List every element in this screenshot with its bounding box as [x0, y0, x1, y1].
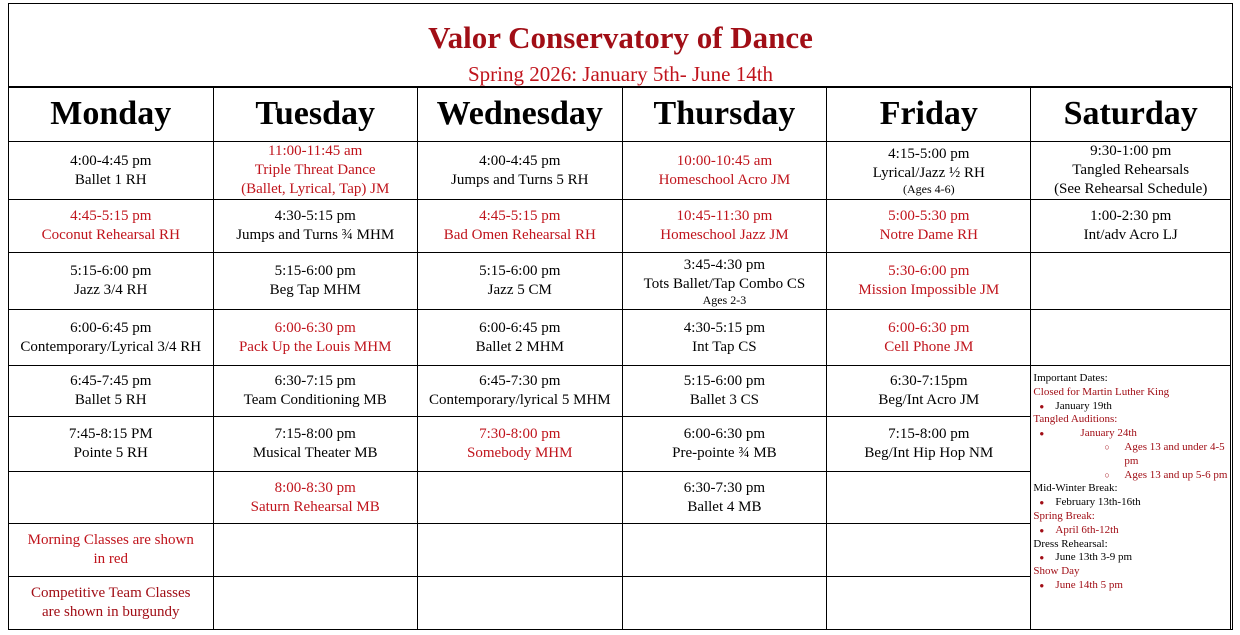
- class-detail: (Ballet, Lyrical, Tap) JM: [241, 181, 390, 197]
- class-time: 6:30-7:15pm: [890, 373, 968, 389]
- empty-cell: [213, 524, 417, 577]
- class-time: 6:45-7:45 pm: [70, 373, 152, 389]
- day-friday: Friday: [827, 87, 1031, 142]
- date-item: ● January 19th: [1033, 400, 1228, 414]
- class-cell: [1031, 142, 1231, 200]
- class-name: Beg Tap MHM: [269, 282, 361, 298]
- dates-heading: Important Dates:: [1033, 372, 1108, 384]
- empty-cell: [213, 577, 417, 630]
- class-cell: [827, 417, 1031, 472]
- class-time: 1:00-2:30 pm: [1090, 208, 1172, 224]
- class-cell: [622, 253, 827, 310]
- class-time: 6:45-7:30 pm: [479, 373, 561, 389]
- class-name: Saturn Rehearsal MB: [250, 498, 380, 515]
- legend-competitive: Competitive Team Classes are shown in burgundy: [9, 577, 214, 630]
- date-label: Tangled Auditions:: [1033, 413, 1118, 426]
- class-time: 7:15-8:00 pm: [274, 426, 356, 442]
- class-time: 4:15-5:00 pm: [888, 146, 970, 162]
- class-name: Notre Dame RH: [879, 227, 978, 243]
- class-time: 6:00-6:30 pm: [274, 319, 356, 336]
- class-time: 5:15-6:00 pm: [683, 373, 766, 389]
- class-time: 8:00-8:30 pm: [274, 479, 356, 496]
- class-time: 7:15-8:00 pm: [888, 426, 970, 442]
- date-item: ● February 13th-16th: [1033, 496, 1228, 510]
- class-time: 6:00-6:30 pm: [683, 426, 766, 442]
- day-thursday: Thursday: [622, 87, 827, 142]
- date-label: Spring Break:: [1033, 509, 1095, 522]
- table-row: [9, 142, 1231, 200]
- class-cell: [622, 366, 827, 417]
- class-time: 10:00-10:45 am: [676, 152, 773, 169]
- class-name: Jumps and Turns 5 RH: [450, 171, 589, 188]
- class-name: Beg/Int Acro JM: [878, 392, 980, 408]
- empty-cell: [622, 577, 827, 630]
- class-time: 5:00-5:30 pm: [888, 208, 970, 224]
- class-name: Pre-pointe ¾ MB: [672, 445, 777, 461]
- class-name: Jumps and Turns ¾ MHM: [236, 227, 395, 243]
- class-name: Homeschool Acro JM: [658, 171, 791, 188]
- class-name: Pack Up the Louis MHM: [238, 338, 392, 355]
- class-cell: [417, 366, 622, 417]
- empty-cell: [417, 577, 622, 630]
- class-cell: [417, 417, 622, 472]
- date-label: Dress Rehearsal:: [1033, 537, 1108, 550]
- class-cell: [417, 200, 622, 253]
- empty-cell: [622, 524, 827, 577]
- date-subitem: ○ Ages 13 and up 5-6 pm: [1033, 469, 1228, 483]
- date-label: Show Day: [1033, 565, 1080, 578]
- class-cell: [213, 200, 417, 253]
- class-cell: [622, 472, 827, 524]
- class-name: Homeschool Jazz JM: [660, 227, 789, 243]
- class-time: 6:00-6:30 pm: [888, 319, 970, 336]
- class-cell: [213, 310, 417, 366]
- class-cell: [213, 366, 417, 417]
- class-time: 4:00-4:45 pm: [70, 152, 152, 169]
- legend-morning: Morning Classes are shown in red: [9, 524, 214, 577]
- date-item: [1033, 427, 1228, 441]
- class-cell: [622, 417, 827, 472]
- class-name: Ballet 1 RH: [74, 171, 147, 188]
- class-name: Musical Theater MB: [252, 445, 378, 461]
- class-name: Somebody MHM: [467, 445, 573, 461]
- empty-cell: [9, 472, 214, 524]
- day-saturday: Saturday: [1031, 87, 1231, 142]
- class-name: Jazz 3/4 RH: [74, 282, 148, 298]
- term-dates: Spring 2026: January 5th- June 14th: [467, 62, 774, 86]
- class-cell: [827, 310, 1031, 366]
- class-name: Team Conditioning MB: [243, 392, 387, 408]
- empty-cell: [827, 577, 1031, 630]
- class-time: 6:00-6:45 pm: [479, 319, 561, 336]
- class-time: 4:30-5:15 pm: [274, 208, 356, 224]
- schedule-table: [8, 86, 1231, 630]
- class-cell: [9, 417, 214, 472]
- class-cell: [417, 142, 622, 200]
- date-item: ● June 13th 3-9 pm: [1033, 551, 1228, 565]
- class-time: 11:00-11:45 am: [268, 143, 363, 159]
- day-wednesday: Wednesday: [417, 87, 622, 142]
- class-name: Contemporary/lyrical 5 MHM: [428, 392, 611, 408]
- class-name: Ballet 4 MB: [687, 498, 762, 515]
- date-item: ● April 6th-12th: [1033, 524, 1228, 538]
- class-time: 6:30-7:30 pm: [683, 479, 766, 496]
- empty-cell: [417, 524, 622, 577]
- empty-cell: [827, 524, 1031, 577]
- empty-cell: [827, 472, 1031, 524]
- class-name: Bad Omen Rehearsal RH: [443, 227, 596, 243]
- class-cell: [9, 200, 214, 253]
- class-cell: [213, 253, 417, 310]
- class-time: 6:00-6:45 pm: [70, 319, 152, 336]
- class-name: Coconut Rehearsal RH: [41, 227, 180, 243]
- class-cell: [9, 142, 214, 200]
- class-name: Int Tap CS: [692, 338, 757, 355]
- class-name: Mission Impossible JM: [858, 282, 1000, 298]
- class-cell: [213, 142, 417, 200]
- date-item-text: January 24th: [1080, 427, 1137, 440]
- class-cell: [827, 366, 1031, 417]
- class-cell: [827, 253, 1031, 310]
- class-cell: [9, 366, 214, 417]
- class-name: Tots Ballet/Tap Combo CS: [643, 275, 806, 292]
- day-monday: Monday: [9, 87, 214, 142]
- class-cell: [213, 472, 417, 524]
- class-cell: [622, 310, 827, 366]
- class-name: Ballet 3 CS: [689, 392, 759, 408]
- class-cell: [9, 253, 214, 310]
- class-detail: (See Rehearsal Schedule): [1054, 181, 1208, 197]
- day-header-row: [9, 87, 1231, 142]
- important-dates: [1031, 366, 1231, 630]
- class-cell: [622, 200, 827, 253]
- class-time: 4:45-5:15 pm: [479, 208, 561, 224]
- class-cell: [622, 142, 827, 200]
- class-name: Lyrical/Jazz ½ RH: [872, 165, 985, 181]
- page-title: Valor Conservatory of Dance: [428, 20, 813, 55]
- class-time: 5:30-6:00 pm: [888, 263, 970, 279]
- date-label: Closed for Martin Luther King: [1033, 385, 1170, 398]
- date-subitem: ○ Ages 13 and under 4-5 pm: [1033, 441, 1228, 469]
- class-name: Triple Threat Dance: [254, 162, 376, 178]
- class-detail: (Ages 4-6): [902, 182, 955, 196]
- class-cell: [417, 310, 622, 366]
- date-item: ● June 14th 5 pm: [1033, 579, 1228, 593]
- class-cell: [1031, 200, 1231, 253]
- class-cell: [213, 417, 417, 472]
- class-time: 7:45-8:15 PM: [68, 426, 153, 442]
- class-time: 4:45-5:15 pm: [70, 208, 152, 224]
- class-cell: [417, 253, 622, 310]
- empty-cell: [417, 472, 622, 524]
- class-detail: Ages 2-3: [702, 292, 747, 307]
- class-name: Pointe 5 RH: [73, 445, 148, 461]
- table-row: [9, 253, 1231, 310]
- class-time: 5:15-6:00 pm: [479, 263, 561, 279]
- class-name: Jazz 5 CM: [487, 282, 552, 298]
- class-name: Tangled Rehearsals: [1072, 162, 1190, 178]
- class-time: 4:00-4:45 pm: [479, 152, 561, 169]
- date-label: Mid-Winter Break:: [1033, 482, 1118, 495]
- class-time: 4:30-5:15 pm: [683, 319, 766, 336]
- class-name: Beg/Int Hip Hop NM: [864, 445, 994, 461]
- table-row: [9, 366, 1231, 417]
- class-time: 3:45-4:30 pm: [683, 256, 766, 273]
- day-tuesday: Tuesday: [213, 87, 417, 142]
- class-cell: [827, 142, 1031, 200]
- class-time: 6:30-7:15 pm: [274, 373, 356, 389]
- schedule-sheet: [8, 3, 1233, 630]
- class-name: Cell Phone JM: [884, 338, 974, 355]
- table-row: [9, 310, 1231, 366]
- class-time: 5:15-6:00 pm: [70, 263, 152, 279]
- class-cell: [9, 310, 214, 366]
- class-name: Ballet 2 MHM: [475, 338, 564, 355]
- title-band: [9, 4, 1232, 88]
- class-cell: [827, 200, 1031, 253]
- class-time: 9:30-1:00 pm: [1090, 143, 1172, 159]
- class-name: Ballet 5 RH: [74, 392, 147, 408]
- class-name: Contemporary/Lyrical 3/4 RH: [20, 338, 202, 355]
- class-name: Int/adv Acro LJ: [1083, 227, 1178, 243]
- empty-cell: [1031, 310, 1231, 366]
- class-time: 7:30-8:00 pm: [479, 426, 561, 442]
- class-time: 5:15-6:00 pm: [274, 263, 356, 279]
- empty-cell: [1031, 253, 1231, 310]
- class-time: 10:45-11:30 pm: [676, 208, 773, 224]
- table-row: [9, 200, 1231, 253]
